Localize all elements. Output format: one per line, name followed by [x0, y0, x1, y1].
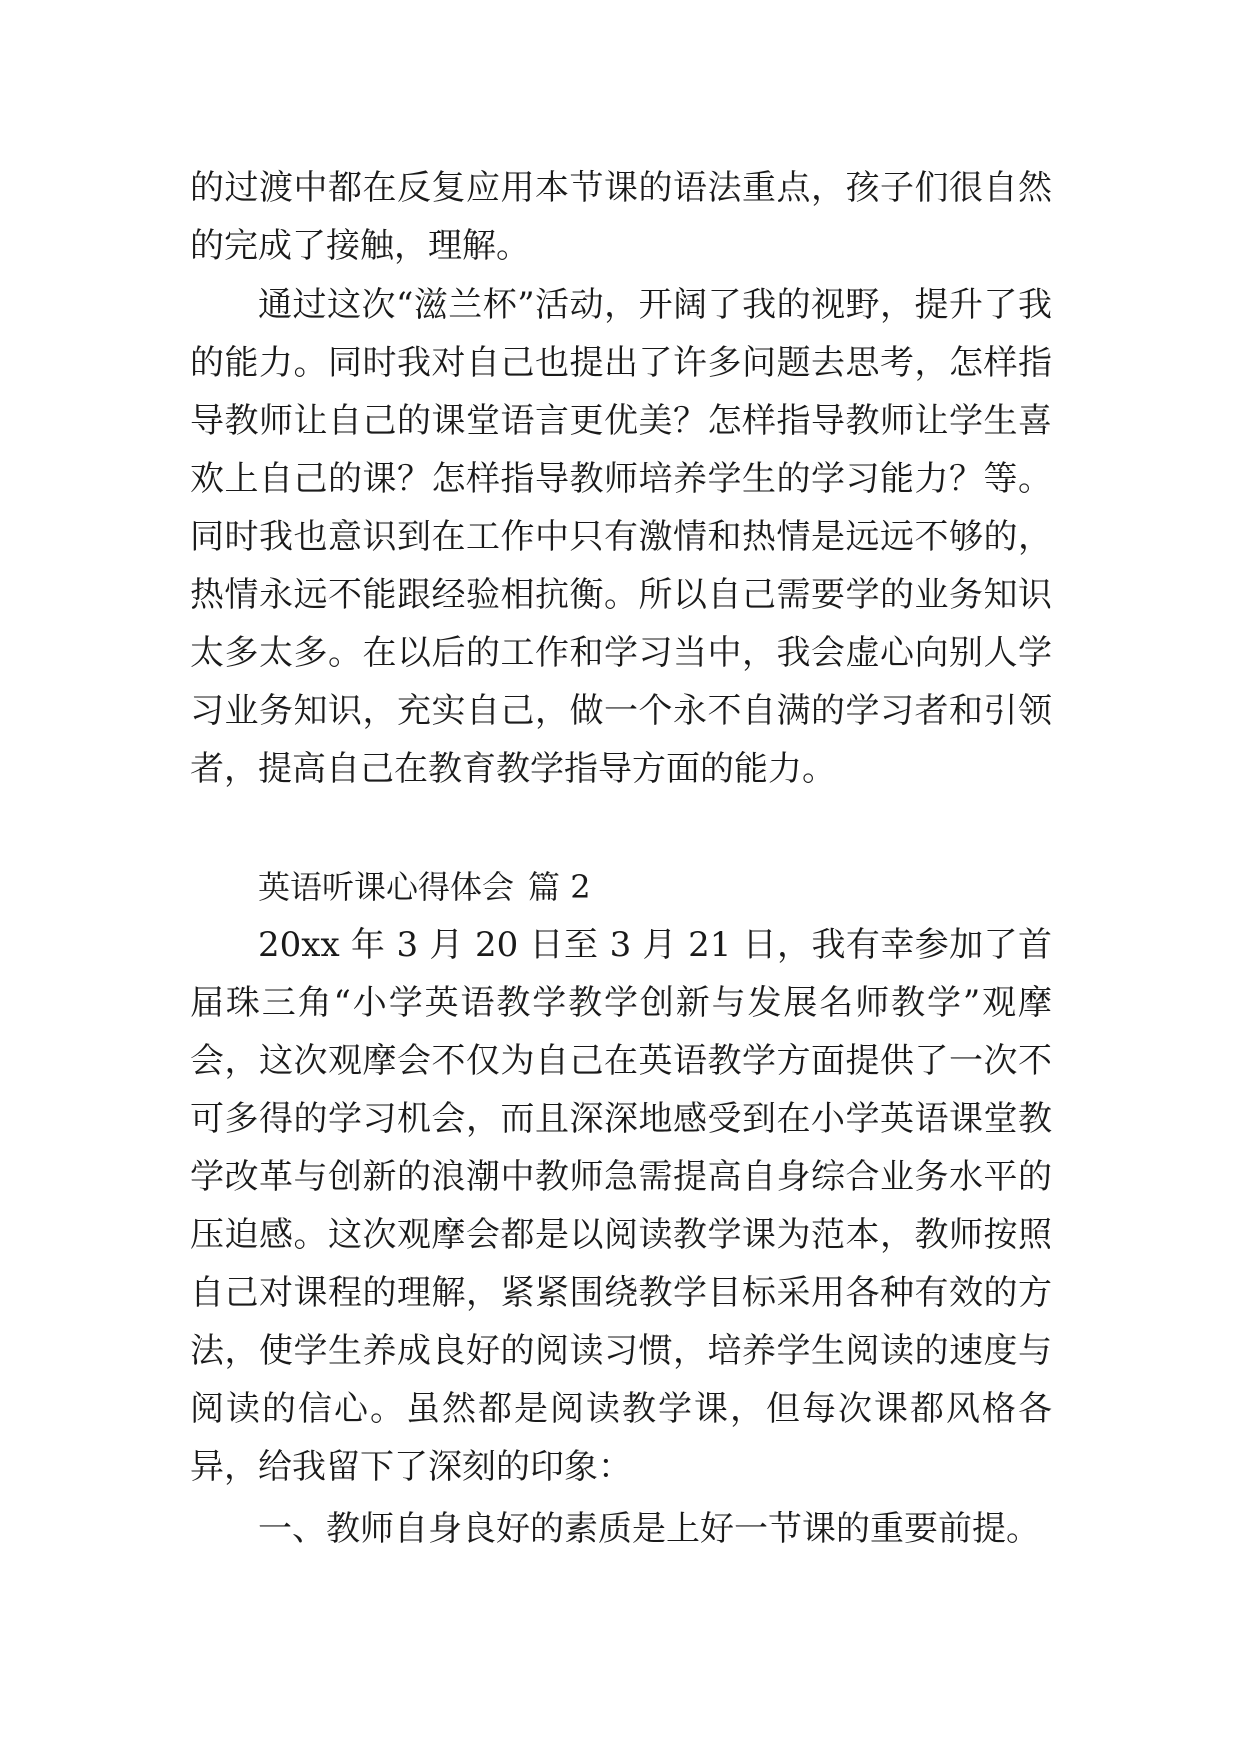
paragraph-observation: [190, 916, 1052, 1496]
paragraph-continuation: [190, 159, 1052, 275]
paragraph-text: 一、教师自身良好的素质是上好一节课的重要前提。: [258, 1509, 1040, 1549]
paragraph-reflection: [190, 276, 1052, 798]
section-heading-part: 篇 2: [528, 868, 591, 906]
paragraph-text: 20xx 年 3 月 20 日至 3 月 21 日，我有幸参加了首届珠三角“小学英语教学教学创新与发展名师教学”观摩会，这次观摩会不仅为自己在英语教学方面提供了一次不可多得的学习机会，而且深深地感受到在小学英语课堂教学改革与创新的浪潮中教师急需提高自身综合业务水平的压迫感。这次观摩会都是以阅读教学课为范本，教师按照自己对课程的理解，紧紧围绕教学目标采用各种有效的方法，使学生养成良好的阅读习惯，培养学生阅读的速度与阅读的信心。虽然都是阅读教学课，但每次课都风格各异，给我留下了深刻的印象：: [190, 925, 1052, 1487]
paragraph-point-one: [190, 1500, 1052, 1558]
section-heading: [258, 858, 591, 916]
paragraph-text: 通过这次“滋兰杯”活动，开阔了我的视野，提升了我的能力。同时我对自己也提出了许多问题去思考，怎样指导教师让自己的课堂语言更优美？怎样指导教师让学生喜欢上自己的课？怎样指导教师培养学生的学习能力？等。同时我也意识到在工作中只有激情和热情是远远不够的，热情永远不能跟经验相抗衡。所以自己需要学的业务知识太多太多。在以后的工作和学习当中，我会虚心向别人学习业务知识，充实自己，做一个永不自满的学习者和引领者，提高自己在教育教学指导方面的能力。: [190, 285, 1052, 789]
section-heading-title: 英语听课心得体会: [258, 868, 515, 906]
paragraph-text: 的过渡中都在反复应用本节课的语法重点，孩子们很自然的完成了接触，理解。: [190, 168, 1052, 266]
